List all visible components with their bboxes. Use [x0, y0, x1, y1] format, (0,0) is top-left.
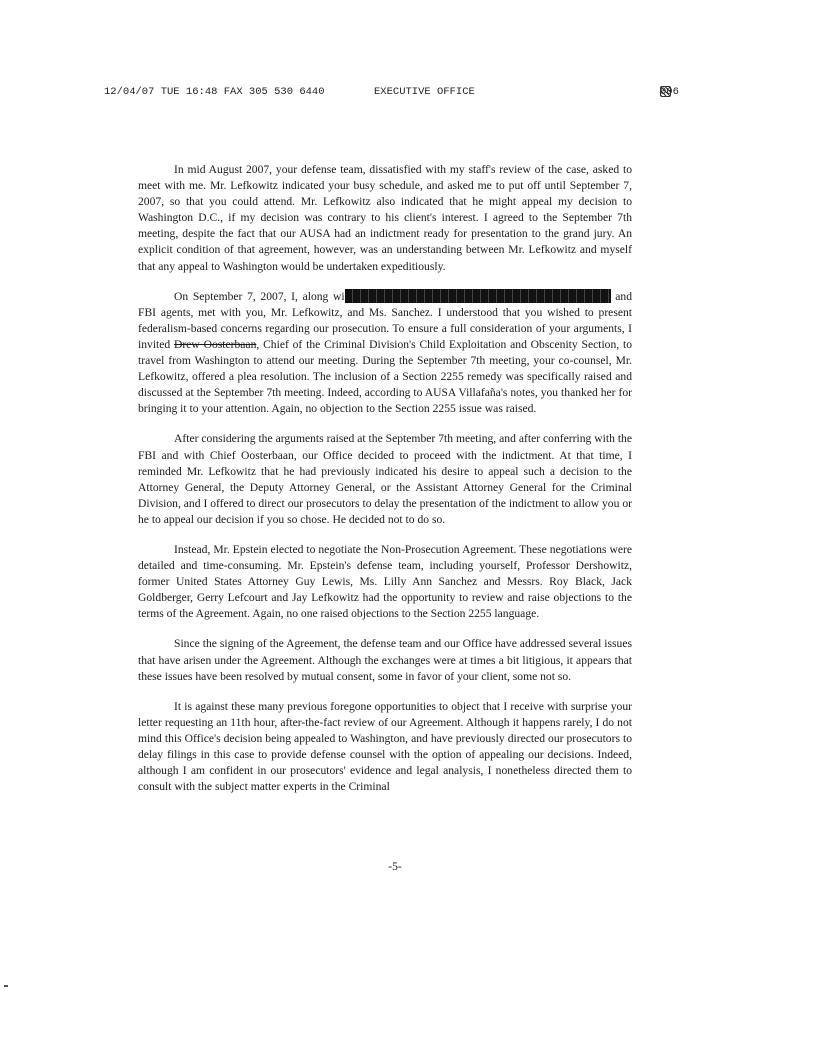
paragraph-5: Since the signing of the Agreement, the defense team and our Office have addressed several issues that have arisen under the Agreement. Although the exchanges were at times a bit litigious, it appears that these issues have been resolved by mutual consent, some in favor of your client, some not so.	[138, 637, 632, 683]
fax-office: EXECUTIVE OFFICE	[374, 86, 475, 98]
fax-date-line: 12/04/07 TUE 16:48 FAX 305 530 6440	[104, 86, 325, 98]
fax-page-number: 006	[660, 86, 679, 98]
paragraph-2-middle: and FBI agents, met with you, Mr. Lefkowitz, and Ms. Sanchez. I understood that you wished to present federalism-based concerns regarding our prosecution. To ensure a full consideration of your arguments, I invited	[138, 289, 633, 351]
paragraph-1: In mid August 2007, your defense team, dissatisfied with my staff's review of the case, asked to meet with me. Mr. Lefkowitz indicated your busy schedule, and asked me to put off until September 7, 2007, so that you could attend. Mr. Lefkowitz also indicated that he might appeal my decision to Washington D.C., if my decision was contrary to his client's interest. I agreed to the September 7th meeting, despite the fact that our AUSA had an indictment ready for presentation to the grand jury. An explicit condition of that agreement, however, was an understanding between Mr. Lefkowitz and myself that any appeal to Washington would be undertaken expeditiously.	[138, 163, 632, 273]
fax-header	[104, 86, 704, 102]
page-number: -5-	[388, 860, 402, 873]
paragraph-6: It is against these many previous foregone opportunities to object that I receive with surprise your letter requesting an 11th hour, after-the-fact review of our Agreement. Although it happens rarely, I do not mind this Office's decision being appealed to Washington, and have previously directed our prosecutors to delay filings in this case to provide defense counsel with the option of appealing our decisions. Indeed, although I am confident in our prosecutors' evidence and legal analysis, I nonetheless directed them to consult with the subject matter experts in the Criminal	[138, 699, 632, 794]
scan-margin-mark	[4, 985, 8, 987]
paragraph-2-end: , Chief of the Criminal Division's Child Exploitation and Obscenity Section, to travel from Washington to attend our meeting. During the September 7th meeting, your co-counsel, Mr. Lefkowitz, offered a plea resolution. The inclusion of a Section 2255 remedy was specifically raised and discussed at the September 7th meeting. Indeed, according to AUSA Villafaña's notes, you thanked her for bringing it to your attention. Again, no objection to the Section 2255 issue was raised.	[138, 337, 632, 416]
struck-name: Drew Oosterbaan	[174, 337, 257, 351]
letter-body	[138, 162, 632, 809]
paragraph-2-start: On September 7, 2007, I, along wi	[174, 289, 345, 303]
redaction-bar	[345, 289, 611, 303]
paragraph-4: Instead, Mr. Epstein elected to negotiate the Non-Prosecution Agreement. These negotiations were detailed and time-consuming. Mr. Epstein's defense team, including yourself, Professor Dershowitz, former United States Attorney Guy Lewis, Ms. Lilly Ann Sanchez and Messrs. Roy Black, Jack Goldberger, Gerry Lefcourt and Jay Lefkowitz had the opportunity to review and raise objections to the terms of the Agreement. Again, no one raised objections to the Section 2255 language.	[138, 542, 632, 621]
paragraph-3: After considering the arguments raised at the September 7th meeting, and after conferring with the FBI and with Chief Oosterbaan, our Office decided to proceed with the indictment. At that time, I reminded Mr. Lefkowitz that he had previously indicated his desire to appeal such a decision to the Attorney General, the Deputy Attorney General, or the Assistant Attorney General for the Criminal Division, and I offered to direct our prosecutors to delay the presentation of the indictment to allow you or he to appeal our decision if you so chose. He decided not to do so.	[138, 432, 632, 526]
paragraph-2	[138, 289, 632, 418]
